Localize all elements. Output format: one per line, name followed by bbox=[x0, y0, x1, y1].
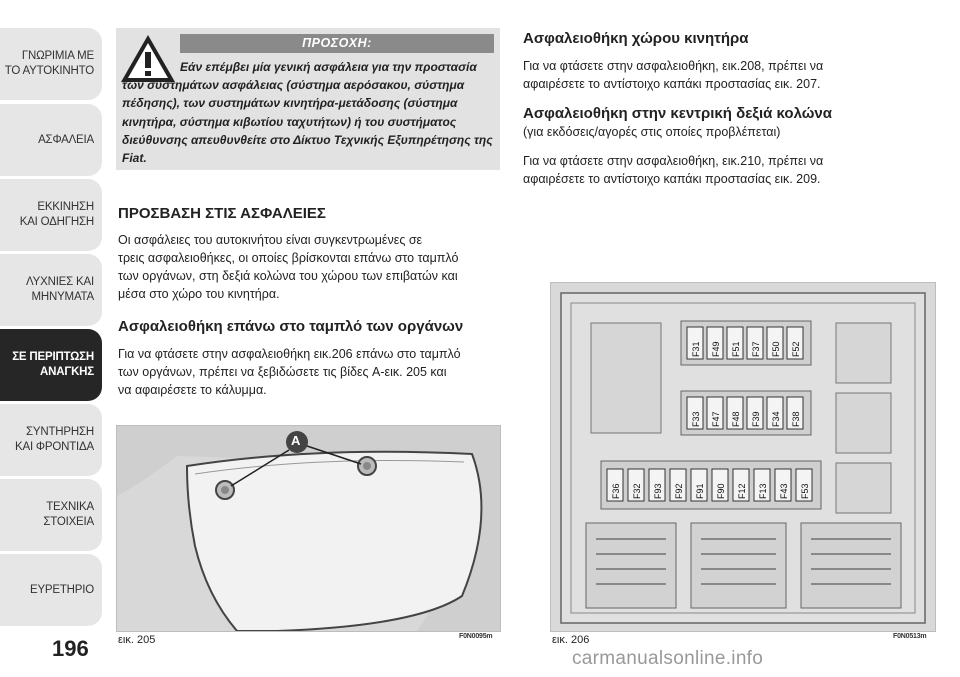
fuse-label: F50 bbox=[771, 341, 781, 357]
warning-title: ΠΡΟΣΟΧΗ: bbox=[180, 34, 494, 53]
fuse-label: F92 bbox=[674, 483, 684, 499]
dashboard-line-3: να αφαιρέσετε το κάλυμμα. bbox=[118, 383, 267, 397]
fuse-label: F12 bbox=[737, 483, 747, 499]
tab-getting-to-know[interactable]: ΓΝΩΡΙΜΙΑ ΜΕ ΤΟ ΑΥΤΟΚΙΝΗΤΟ bbox=[0, 28, 102, 100]
fusebox-illustration bbox=[551, 283, 935, 631]
figure-205 bbox=[116, 425, 501, 632]
fuse-label: F39 bbox=[751, 411, 761, 427]
tab-technical-data[interactable]: ΤΕΧΝΙΚΑ ΣΤΟΙΧΕΙΑ bbox=[0, 479, 102, 551]
dashboard-line-1: Για να φτάσετε στην ασφαλειοθήκη εικ.206 επάνω στο ταμπλό bbox=[118, 347, 461, 361]
pillar-fusebox-heading: Ασφαλειοθήκη στην κεντρική δεξιά κολώνα bbox=[523, 105, 832, 122]
watermark: carmanualsonline.info bbox=[572, 648, 764, 669]
tab-index[interactable]: ΕΥΡΕΤΗΡΙΟ bbox=[0, 554, 102, 626]
tab-starting-driving[interactable]: ΕΚΚΙΝΗΣΗ ΚΑΙ ΟΔΗΓΗΣΗ bbox=[0, 179, 102, 251]
fuse-label: F51 bbox=[731, 341, 741, 357]
fuse-label: F48 bbox=[731, 411, 741, 427]
intro-line-2: τρεις ασφαλειοθήκες, οι οποίες βρίσκονται επάνω στο ταμπλό bbox=[118, 251, 459, 265]
page-number: 196 bbox=[52, 636, 89, 661]
fuse-label: F47 bbox=[711, 411, 721, 427]
dashboard-line-2: των οργάνων, πρέπει να ξεβιδώσετε τις βίδες A-εικ. 205 και bbox=[118, 365, 447, 379]
pillar-note: (για εκδόσεις/αγορές στις οποίες προβλέπεται) bbox=[523, 125, 781, 139]
tab-safety[interactable]: ΑΣΦΑΛΕΙΑ bbox=[0, 104, 102, 176]
figure-206 bbox=[550, 282, 936, 632]
fuse-label: F52 bbox=[791, 341, 801, 357]
figure-205-caption: εικ. 205 bbox=[118, 634, 156, 646]
figure-206-caption: εικ. 206 bbox=[552, 634, 590, 646]
fuse-label: F90 bbox=[716, 483, 726, 499]
fuse-label: F33 bbox=[691, 411, 701, 427]
tab-lights-messages[interactable]: ΛΥΧΝΙΕΣ ΚΑΙ ΜΗΝΥΜΑΤΑ bbox=[0, 254, 102, 326]
dashboard-fusebox-heading: Ασφαλειοθήκη επάνω στο ταμπλό των οργάνων bbox=[118, 318, 464, 335]
engine-line-2: αφαιρέσετε το αντίστοιχο καπάκι προστασίας εικ. 207. bbox=[523, 77, 821, 91]
fuse-label: F31 bbox=[691, 341, 701, 357]
dashboard-cover-illustration bbox=[117, 426, 500, 631]
tab-maintenance[interactable]: ΣΥΝΤΗΡΗΣΗ ΚΑΙ ΦΡΟΝΤΙΔΑ bbox=[0, 404, 102, 476]
section-heading: ΠΡΟΣΒΑΣΗ ΣΤΙΣ ΑΣΦΑΛΕΙΕΣ bbox=[118, 205, 326, 222]
fuse-label: F38 bbox=[791, 411, 801, 427]
screw-label-a: A bbox=[291, 433, 301, 448]
warning-text: Εάν επέμβει μία γενική ασφάλεια για την προστασία των συστημάτων ασφάλειας (σύστημα αερόσακου, σύστημα πέδησης), των συστημάτων κινητήρα-μετάδοσης (σύστημα κινητήρα, σύστημα κιβωτίου ταχυτήτων) ή του συστήματος διεύθυνσης απευθυνθείτε στο Δίκτυο Τεχνικής Εξυπηρέτησης της Fiat. bbox=[122, 60, 493, 166]
engine-line-1: Για να φτάσετε στην ασφαλειοθήκη, εικ.208, πρέπει να bbox=[523, 59, 824, 73]
fuse-label: F49 bbox=[711, 341, 721, 357]
fuse-label: F32 bbox=[632, 483, 642, 499]
figure-205-code: F0N0095m bbox=[459, 633, 493, 640]
tab-emergency[interactable]: ΣΕ ΠΕΡΙΠΤΩΣΗ ΑΝΑΓΚΗΣ bbox=[0, 329, 102, 401]
fuse-label: F34 bbox=[771, 411, 781, 427]
warning-box bbox=[116, 28, 500, 170]
pillar-line-2: αφαιρέσετε το αντίστοιχο καπάκι προστασίας εικ. 209. bbox=[523, 172, 821, 186]
fuse-label: F43 bbox=[779, 483, 789, 499]
engine-fusebox-heading: Ασφαλειοθήκη χώρου κινητήρα bbox=[523, 30, 749, 47]
intro-line-4: μέσα στο χώρο του κινητήρα. bbox=[118, 287, 280, 301]
pillar-line-1: Για να φτάσετε στην ασφαλειοθήκη, εικ.210, πρέπει να bbox=[523, 154, 824, 168]
fuse-label: F53 bbox=[800, 483, 810, 499]
fuse-label: F93 bbox=[653, 483, 663, 499]
fuse-label: F91 bbox=[695, 483, 705, 499]
intro-line-3: των οργάνων, στη δεξιά κολώνα του χώρου των επιβατών και bbox=[118, 269, 458, 283]
fuse-label: F13 bbox=[758, 483, 768, 499]
fuse-label: F36 bbox=[611, 483, 621, 499]
fuse-label: F37 bbox=[751, 341, 761, 357]
figure-206-code: F0N0513m bbox=[893, 633, 927, 640]
intro-line-1: Οι ασφάλειες του αυτοκινήτου είναι συγκεντρωμένες σε bbox=[118, 233, 423, 247]
